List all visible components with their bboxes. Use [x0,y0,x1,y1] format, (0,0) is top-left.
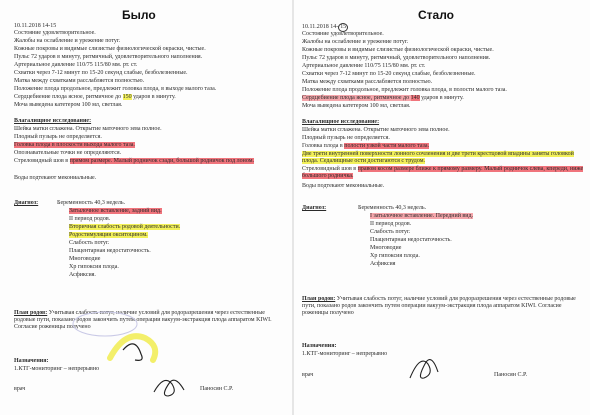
left-status-line: Положение плода продольное, предлежит головка плода, в выходе малого таза. [14,86,217,92]
right-status-line: Положение плода продольное, предлежит головка плода, в полости малого таза. [302,87,507,93]
left-status-line: Матка между схватками расслабляется полностью. [14,78,145,84]
left-vaginal-line: Шейка матки сглажена. Открытие маточного зева полное. [14,126,162,132]
left-header: Было [122,8,156,22]
diagnosis-item [69,264,119,271]
right-urine: Моча выведена катетером 100 мл, светлая. [302,103,411,109]
right-doctor-name: Паносян С.Р. [494,372,528,378]
doctor-signature-icon [150,372,190,398]
right-datetime: 10.11.2018 14- 15 [302,24,347,30]
diagnosis-item-text: Плацентарная недостаточность. [370,237,452,243]
left-status-line: Пульс 72 ударов в минуту, ритмичный, удовлетворительного наполнения. [14,54,203,60]
diagnosis-item-text: Асфиксия [370,261,396,267]
right-status-line: Жалобы на ослабление и урежение потуг. [302,39,409,45]
diagnosis-item-text: II период родов. [370,221,412,227]
left-heartbeat [14,94,176,101]
left-doctor-label: врач [14,386,26,392]
left-status-line: Артериальное давление 110/75 115/80 мм. рт. ст. [14,62,138,68]
left-vaginal-line: Плодный пузырь не определяется. [14,134,102,140]
heartbeat-value: 150 [122,94,132,100]
diagnosis-item [69,208,162,215]
diagnosis-item-text: Асфиксия. [69,272,96,278]
circled-minutes: 15 [340,24,347,30]
left-urine: Моча выведена катетером 100 мл, светлая. [14,102,123,108]
diagnosis-item [57,200,125,207]
left-status-line: Кожные покровы и видимые слизистые физиологической окраски, чистые. [14,46,206,52]
diagnosis-item [69,256,100,263]
right-vaginal-line: Плодный пузырь не определяется. [302,135,390,141]
right-document [294,0,590,415]
left-status-line: Схватки через 7-12 минут по 15-20 секунд слабые, безболезненные. [14,70,188,76]
diagnosis-item-text: Беременность 40,3 недель. [57,200,126,206]
doctor-signature-icon [404,350,444,384]
diagnosis-item [358,205,426,212]
diagnosis-item [370,253,420,260]
left-vaginal-title: Влагалищное исследование: [14,118,92,124]
left-cape: Опознавательные точки не определяются. [14,150,122,156]
right-status-line: Кожные покровы и видимые слизистые физиологической окраски, чистые. [302,47,494,53]
right-vaginal-title: Влагалищное исследование: [302,119,380,125]
left-plan: План родов: Учитывая слабость потуг, наличие условий для родоразрешения через естественные родовые пути, показано родов закончить путем операции вакуум-экстракция плода аппаратом KIWI. Согласие роженицы получено [14,310,272,330]
diagnosis-item [69,216,110,223]
right-assign-label: Назначения: [302,343,337,349]
diagnosis-item [370,237,452,244]
left-assign: 1.КТГ-мониторинг – непрерывно [14,366,100,372]
right-head-position: Головка плода в полости узкой части малого таза. [302,143,430,149]
diagnosis-item-text: Затылочное вставление, задний вид. [69,208,162,214]
diagnosis-item [370,221,411,228]
heartbeat-text: ударов в минуту. [131,94,176,100]
right-heartbeat: Сердцебиение плода ясное, ритмичное до 140 ударов в минуту. [302,95,464,101]
right-vaginal-line: Шейка матки сглажена. Открытие маточного зева полное. [302,127,450,133]
diagnosis-item-text: Беременность 40,3 недель. [358,205,427,211]
right-waters: Воды подтекают мекониальные. [302,183,385,189]
right-status-line: Схватки через 7-12 минут по 15-20 секунд слабые, безболезненные. [302,71,476,77]
right-cape: Две трети внутренней поверхности лонного сочленения и две трети крестцовой впадины заняты головкой плода. Седалищные ости достигаются с трудом. [302,151,574,164]
diagnosis-item-text: Хр гипоксия плода. [370,253,420,259]
right-doctor-label: врач [302,372,314,378]
diagnosis-item-text: II период родов. [69,216,111,222]
heartbeat-text: Сердцебиение плода ясное, ритмичное до [14,94,123,100]
right-assign: 1.КТГ-мониторинг – непрерывно [302,351,388,357]
diagnosis-item-text: Многоводие [69,256,101,262]
diagnosis-item-text: I затылочное вставление. Передний вид. [370,213,474,219]
diagnosis-item [69,248,151,255]
right-status-line: Артериальное давление 110/75 115/80 мм. рт. ст. [302,63,426,69]
left-waters: Воды подтекают мекониальные. [14,175,97,181]
left-document [0,0,292,415]
signature-highlight-icon [105,328,165,368]
diagnosis-item [69,224,180,231]
right-header: Стало [418,8,455,22]
right-status-line: Пульс 72 ударов в минуту, ритмичный, удовлетворительного наполнения. [302,55,491,61]
diagnosis-item-text: Вторичная слабость родовой деятельности. [69,224,181,230]
left-status-line: Жалобы на ослабление и урежение потуг. [14,38,121,44]
diagnosis-item-text: Многоводие [370,245,402,251]
left-datetime: 10.11.2018 14-15 [14,23,57,29]
diagnosis-item [370,245,401,252]
diagnosis-item-text: Плацентарная недостаточность. [69,248,151,254]
diagnosis-item [69,232,148,239]
diagnosis-item [370,229,410,236]
diagnosis-item-text: Родостимуляция окситоцином. [69,232,148,238]
right-status-line: Состояние удовлетворительное. [302,31,384,37]
left-suture: Стреловидный шов в прямом размере. Малый родничок сзади, большой родничок под лоном. [14,158,255,164]
diagnosis-item-text: Слабость потуг. [370,229,411,235]
left-status-line: Состояние удовлетворительное. [14,30,96,36]
right-suture: Стреловидный шов в правом косом размере ближе к прямому размеру. Малый родничок слева, кпереди, ниже большого родничка. [302,166,584,179]
left-assign-label: Назначения: [14,358,49,364]
diagnosis-item [370,213,473,220]
right-status-line: Матка между схватками расслабляется полностью. [302,79,433,85]
diagnosis-item-text: Хр гипоксия плода. [69,264,119,270]
heartbeat-value: 140 [410,95,420,101]
diagnosis-item [69,240,109,247]
diagnosis-item-text: Слабость потуг. [69,240,110,246]
diagnosis-item [69,272,96,279]
left-head-position: Головка плода в плоскости выхода малого таза. [14,142,135,148]
right-plan: План родов: Учитывая слабость потуг, наличие условий для родоразрешения через естественные родовые пути, показано родов закончить путем операции вакуум-экстракция плода аппаратом KIWI. Согласие роженицы получено [302,296,576,316]
diagnosis-item [370,261,395,268]
left-doctor-name: Паносян С.Р. [200,386,234,392]
right-diagnosis-label: Диагноз: [302,205,327,211]
left-diagnosis-label: Диагноз: [14,200,39,206]
